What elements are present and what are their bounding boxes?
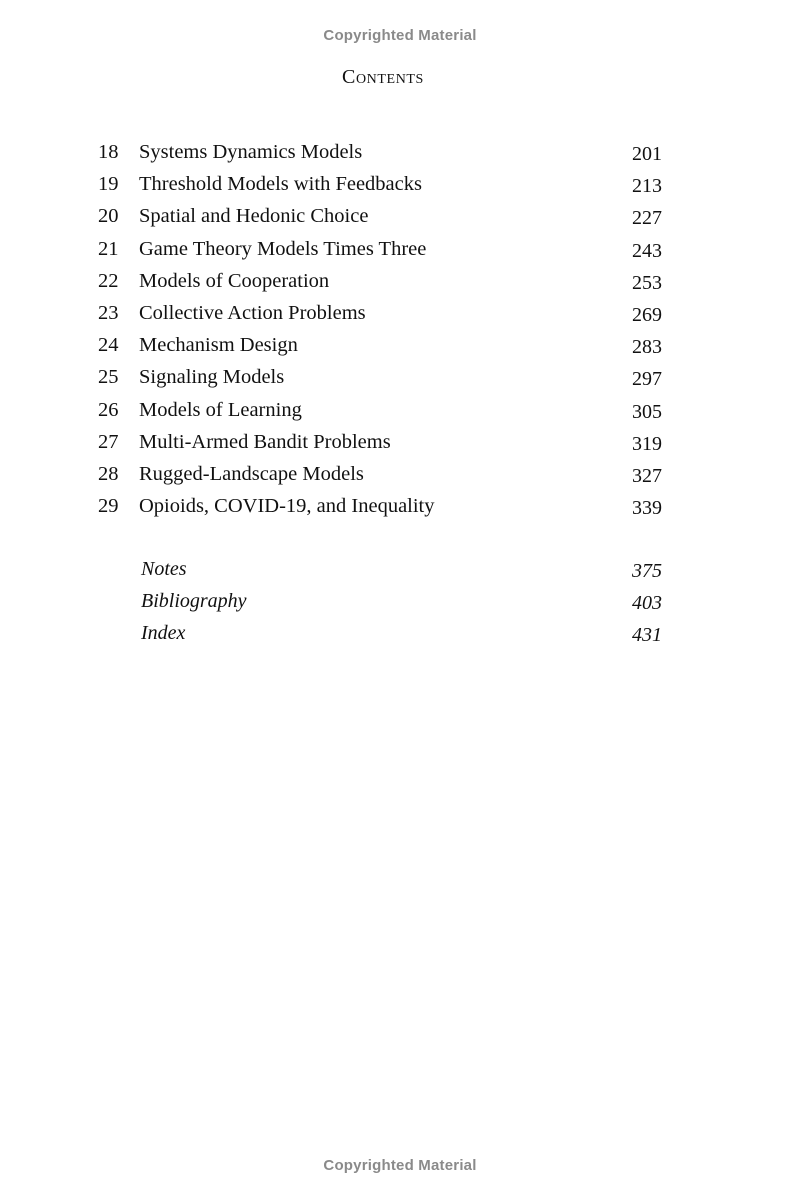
chapter-number: 18 [98, 141, 119, 163]
page-title: Contents [342, 66, 424, 88]
chapter-page: 243 [632, 239, 662, 262]
chapter-title: Systems Dynamics Models [139, 141, 363, 163]
chapter-page: 319 [632, 432, 662, 455]
chapter-title: Signaling Models [139, 366, 285, 389]
chapter-number: 22 [98, 269, 119, 292]
chapter-number: 21 [98, 237, 119, 260]
chapter-number: 29 [98, 495, 119, 518]
chapter-title: Multi-Armed Bandit Problems [139, 430, 391, 453]
chapter-title: Models of Cooperation [139, 269, 330, 292]
chapter-page: 305 [632, 400, 662, 423]
chapter-page: 201 [632, 143, 662, 165]
back-matter [96, 553, 666, 650]
toc-entry[interactable] [96, 265, 666, 297]
back-matter-page: 431 [632, 624, 662, 647]
chapter-title: Threshold Models with Feedbacks [139, 173, 422, 196]
copyright-watermark-top: Copyrighted Material [323, 27, 477, 44]
chapter-number: 19 [98, 173, 119, 196]
toc-entry[interactable] [96, 168, 666, 200]
toc-entry[interactable] [96, 233, 666, 265]
back-matter-page: 375 [632, 560, 662, 582]
toc-entry[interactable] [96, 200, 666, 232]
chapter-page: 269 [632, 303, 662, 326]
chapter-number: 27 [98, 430, 119, 453]
back-matter-entry-bibliography[interactable] [96, 585, 666, 617]
chapter-number: 28 [98, 462, 119, 485]
toc-entry[interactable] [96, 297, 666, 329]
toc-entry[interactable] [96, 490, 666, 522]
chapter-page: 297 [632, 368, 662, 391]
back-matter-title: Index [141, 622, 186, 645]
toc-entry[interactable] [96, 426, 666, 458]
chapter-title: Opioids, COVID-19, and Inequality [139, 495, 435, 518]
chapter-page: 213 [632, 175, 662, 198]
chapter-title: Rugged-Landscape Models [139, 462, 364, 485]
back-matter-title: Notes [141, 558, 187, 580]
chapter-number: 20 [98, 205, 119, 228]
toc-entry[interactable] [96, 136, 666, 168]
chapter-page: 283 [632, 336, 662, 359]
back-matter-title: Bibliography [141, 590, 247, 613]
back-matter-entry-notes[interactable] [96, 553, 666, 585]
chapter-title: Game Theory Models Times Three [139, 237, 427, 260]
chapter-title: Spatial and Hedonic Choice [139, 205, 369, 228]
chapter-title: Models of Learning [139, 398, 302, 421]
back-matter-entry-index[interactable] [96, 617, 666, 649]
chapter-page: 339 [632, 497, 662, 520]
chapter-number: 25 [98, 366, 119, 389]
chapter-title: Mechanism Design [139, 334, 298, 357]
toc-entry[interactable] [96, 361, 666, 393]
chapter-page: 227 [632, 207, 662, 230]
chapter-page: 327 [632, 464, 662, 487]
table-of-contents [96, 136, 666, 522]
chapter-title: Collective Action Problems [139, 301, 366, 324]
copyright-watermark-bottom: Copyrighted Material [323, 1157, 477, 1174]
toc-entry[interactable] [96, 329, 666, 361]
chapter-number: 24 [98, 334, 119, 357]
toc-entry[interactable] [96, 458, 666, 490]
chapter-page: 253 [632, 271, 662, 294]
chapter-number: 23 [98, 301, 119, 324]
back-matter-page: 403 [632, 592, 662, 615]
chapter-number: 26 [98, 398, 119, 421]
toc-entry[interactable] [96, 394, 666, 426]
